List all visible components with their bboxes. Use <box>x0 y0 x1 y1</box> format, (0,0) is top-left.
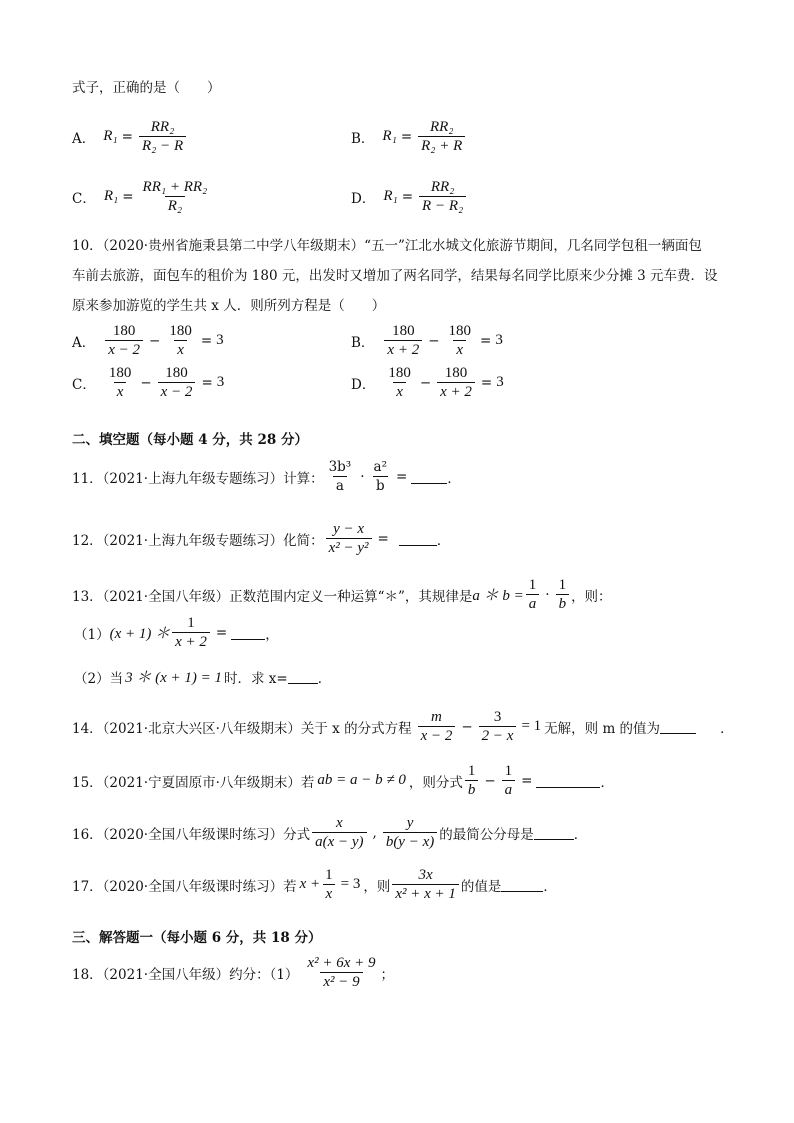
rhs: 3 <box>495 332 503 348</box>
punctuation: ． <box>600 774 614 791</box>
question-text: 的值是 <box>460 878 502 895</box>
q9-option-a[interactable]: A． R₁ = $\frac{\text{RR₂}}{\text{R₂ − R}}$ <box>72 118 188 155</box>
fraction: $\frac{\text{x² + 6x + 9}}{\text{x² − 9}}$ <box>307 955 376 990</box>
q10-option-b[interactable]: B． $\frac{180}{x + 2}$ − $\frac{180}{x}$ = 3 <box>351 323 503 358</box>
q13-sub2 <box>74 666 331 687</box>
answer-blank[interactable] <box>534 825 574 840</box>
punctuation: ． <box>573 826 588 843</box>
question-text: 的最简公分母是 <box>439 826 534 843</box>
question-suffix: ，则： <box>571 588 612 605</box>
question-text: 无解，则 m 的值为 <box>544 720 661 737</box>
punctuation: ． <box>543 878 557 895</box>
option-label: C． <box>72 190 96 207</box>
expression: 3 ＊ (x + 1) = 1 <box>125 670 222 686</box>
fraction: $\frac{m}{x - 2}$ <box>418 708 456 745</box>
fraction: $\frac{1}{x + 2}$ <box>172 614 210 651</box>
rhs: 3 <box>216 374 225 390</box>
punctuation: ； <box>380 966 394 983</box>
answer-blank[interactable] <box>501 877 543 892</box>
q10-line1: 10．（2020·贵州省施秉县第二中学八年级期末）“五一”江北水城文化旅游节期间，几名同学包租一辆面包 <box>72 238 702 254</box>
answer-blank[interactable] <box>660 719 696 734</box>
q15: 15．（2021·宁夏固原市·八年级期末）若 ab = a − b ≠ 0 ，则分式 $\frac{1}{b}$ − $\frac{1}{a}$ = ． <box>72 763 614 798</box>
q18 <box>72 954 394 991</box>
q16: 16．（2020·全国八年级课时练习）分式 $\frac{x}{a(x - y)}$ , $\frac{y}{b(y - x)}$ 的最简公分母是 ． <box>72 815 588 850</box>
fraction: $\frac{1}{x}$ <box>322 866 336 903</box>
question-text: ，则 <box>363 878 391 895</box>
q10-line2: 车前去旅游，面包车的租价为 180 元，出发时又增加了两名同学，结果每名同学比原来少分摊 3 元车费．设 <box>72 268 718 284</box>
option-lhs: R₁ <box>382 128 397 144</box>
rhs: 3 <box>216 332 224 348</box>
q10-option-c[interactable]: C． $\frac{180}{x}$ − $\frac{180}{x - 2}$ = 3 <box>72 365 225 400</box>
option-lhs: R₁ <box>103 128 118 144</box>
section-heading-fill-blank: 二、填空题（每小题 4 分，共 28 分） <box>72 432 308 448</box>
option-label: D． <box>351 376 376 393</box>
fraction: $\frac{x}{a(x - y)}$ <box>312 814 366 851</box>
fraction: $\frac{180}{x + 2}$ <box>437 364 475 401</box>
question-prefix: 17．（2020·全国八年级课时练习）若 <box>72 878 297 895</box>
sub-label: （1） <box>74 626 110 643</box>
fraction: $\frac{\text{RR₂}}{\text{R₂ − R}}$ <box>139 118 186 155</box>
fraction: $\frac{1}{b}$ <box>465 762 479 799</box>
fraction: $\frac{3x}{\text{x² + x + 1}}$ <box>392 866 459 903</box>
punctuation: ． <box>317 670 332 687</box>
answer-blank[interactable] <box>231 625 265 640</box>
condition: ab = a − b ≠ 0 <box>317 772 406 788</box>
fraction: $\frac{3}{2 - x}$ <box>479 708 517 745</box>
q13-sub1: （1） (x + 1) ＊ $\frac{1}{x + 2}$ = ， <box>74 615 279 650</box>
question-prefix: 12．（2021·上海九年级专题练习）化简： <box>72 532 324 549</box>
fraction: $\frac{180}{x - 2}$ <box>105 322 143 359</box>
section-heading-solve: 三、解答题一（每小题 6 分，共 18 分） <box>72 930 322 946</box>
fraction: $\frac{1}{b}$ <box>556 576 570 613</box>
fraction: $\frac{180}{x}$ <box>388 365 411 400</box>
q9-option-c[interactable]: C． R₁ = $\frac{\text{RR₁ + RR₂}}{\text{R₂}}$ <box>72 178 212 215</box>
option-label: B． <box>351 334 375 351</box>
punctuation: ． <box>447 470 461 487</box>
q12: 12．（2021·上海九年级专题练习）化简： $\frac{y - x}{\text{x² − y²}}$ = ． <box>72 521 451 556</box>
fraction: $\frac{y}{b(y - x)}$ <box>383 814 437 851</box>
fraction: $\frac{1}{a}$ <box>526 576 540 613</box>
question-prefix: 16．（2020·全国八年级课时练习）分式 <box>72 826 311 843</box>
fraction: $\frac{1}{a}$ <box>502 762 516 799</box>
question-prefix: 18．（2021·全国八年级）约分：（1） <box>72 966 299 983</box>
fraction: $\frac{180}{x}$ <box>448 323 472 358</box>
answer-blank[interactable] <box>288 669 318 684</box>
question-text: ，则分式 <box>408 774 463 791</box>
expression: (x + 1) ＊ <box>109 626 171 642</box>
option-label: D． <box>351 190 376 207</box>
rhs: 3 <box>496 374 504 390</box>
fraction: $\frac{180}{x - 2}$ <box>158 364 196 401</box>
option-label: A． <box>72 130 96 147</box>
fraction: $\frac{\text{RR₂}}{\text{R − R₂}}$ <box>419 178 466 215</box>
punctuation: ， <box>265 626 279 643</box>
question-prefix: 14．（2021·北京大兴区·八年级期末）关于 x 的分式方程 <box>72 720 412 737</box>
fraction: $\frac{\text{RR₁ + RR₂}}{\text{R₂}}$ <box>142 179 208 214</box>
option-label: C． <box>72 376 96 393</box>
fraction: $\frac{y - x}{\text{x² − y²}}$ <box>326 520 372 557</box>
answer-blank[interactable] <box>411 469 447 484</box>
fraction: $\frac{180}{x}$ <box>169 323 192 358</box>
q9-option-d[interactable]: D． R₁ = $\frac{\text{RR₂}}{\text{R − R₂}}$ <box>351 178 468 215</box>
question-prefix: 11．（2021·上海九年级专题练习）计算： <box>72 470 324 487</box>
fraction: $\frac{\text{3b³}}{a}$ <box>328 459 352 494</box>
question-prefix: 15．（2021·宁夏固原市·八年级期末）若 <box>72 774 315 791</box>
punctuation: ． <box>720 720 734 737</box>
expression: x + <box>299 876 321 892</box>
option-lhs: R₁ <box>103 188 119 204</box>
answer-blank[interactable] <box>536 773 600 788</box>
answer-blank[interactable] <box>399 531 437 546</box>
q17 <box>72 866 557 903</box>
rhs: = 3 <box>340 876 361 892</box>
option-label: B． <box>351 130 375 147</box>
option-lhs: R₁ <box>383 188 398 204</box>
question-prefix: 13．（2021·全国八年级）正数范围内定义一种运算“＊”，其规律是 <box>72 588 473 605</box>
rhs: = 1 <box>521 718 542 734</box>
fraction: $\frac{180}{x}$ <box>108 365 132 400</box>
q13: 13．（2021·全国八年级）正数范围内定义一种运算“＊”，其规律是 a ＊ b = $\frac{1}{a}$ · $\frac{1}{b}$ ，则： <box>72 577 612 612</box>
question-text: 时．求 x= <box>224 670 288 687</box>
q14: 14．（2021·北京大兴区·八年级期末）关于 x 的分式方程 $\frac{m}{x - 2}$ − $\frac{3}{2 - x}$ = 1 无解，则 m 的值为 ． <box>72 709 734 744</box>
fraction: $\frac{\text{RR₂}}{\text{R₂ + R}}$ <box>418 118 465 155</box>
fraction: $\frac{180}{x + 2}$ <box>384 322 422 359</box>
q10-option-d[interactable]: D． $\frac{180}{x}$ − $\frac{180}{x + 2}$ = 3 <box>351 365 504 400</box>
fraction: $\frac{\text{a²}}{b}$ <box>373 459 387 494</box>
q9-option-b[interactable]: B． R₁ = $\frac{\text{RR₂}}{\text{R₂ + R}}$ <box>351 118 467 155</box>
sub-label: （2）当 <box>74 670 124 687</box>
q10-option-a[interactable]: A． $\frac{180}{x - 2}$ − $\frac{180}{x}$ = 3 <box>72 323 224 358</box>
q11: 11．（2021·上海九年级专题练习）计算： $\frac{\text{3b³}}{a}$ · $\frac{\text{a²}}{b}$ = ． <box>72 459 461 494</box>
q10-line3: 原来参加游览的学生共 x 人．则所列方程是（ ） <box>72 298 386 314</box>
q9-tail: 式子，正确的是（ ） <box>72 80 221 96</box>
option-label: A． <box>72 334 96 351</box>
punctuation: ． <box>436 532 451 549</box>
rule-lhs: a ＊ b = <box>472 588 524 604</box>
